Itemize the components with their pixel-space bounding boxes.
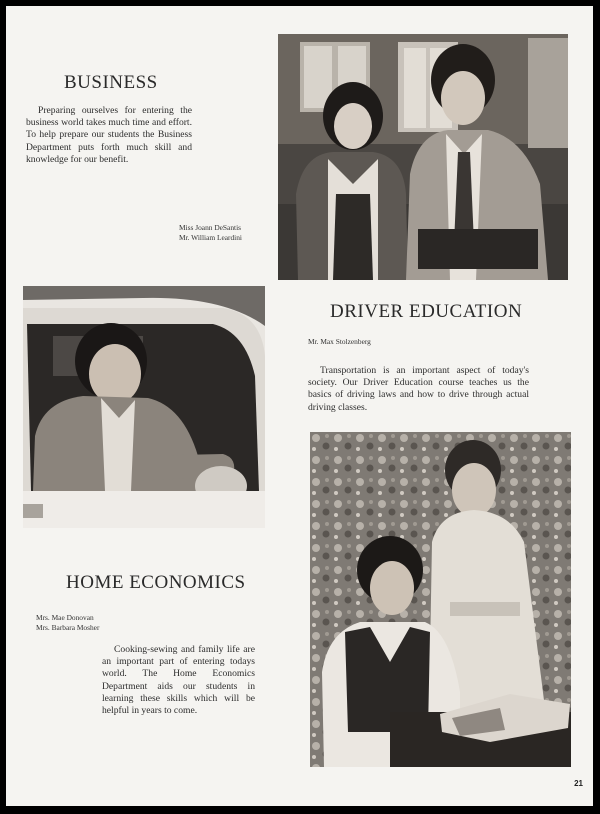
business-teachers-photo (278, 34, 568, 280)
home-economics-teacher-1: Mrs. Mae Donovan (36, 613, 94, 622)
driver-education-photo (23, 286, 265, 528)
business-description: Preparing ourselves for entering the business world takes much time and effort. To help prepare our students the Business Department puts forth much skill and knowledge for our benefit. (26, 105, 192, 165)
yearbook-page (6, 6, 593, 806)
home-economics-heading: HOME ECONOMICS (66, 572, 246, 593)
driver-education-teacher-1: Mr. Max Stolzenberg (308, 337, 371, 346)
driver-education-description: Transportation is an important aspect of today's society. Our Driver Education course teaches us the basics of driving laws and how to drive through actual driving classes. (308, 365, 529, 413)
business-heading: BUSINESS (64, 72, 158, 93)
home-economics-description: Cooking-sewing and family life are an important part of entering todays world. The Home Economics Department aids our students in learning these skills which will be helpful in years to come. (102, 644, 255, 717)
business-teacher-2: Mr. William Leardini (179, 233, 242, 242)
business-teacher-1: Miss Joann DeSantis (179, 223, 242, 232)
home-economics-teacher-2: Mrs. Barbara Mosher (36, 623, 100, 632)
page-number: 21 (574, 779, 583, 788)
home-economics-photo (310, 432, 571, 767)
driver-education-heading: DRIVER EDUCATION (330, 301, 523, 322)
